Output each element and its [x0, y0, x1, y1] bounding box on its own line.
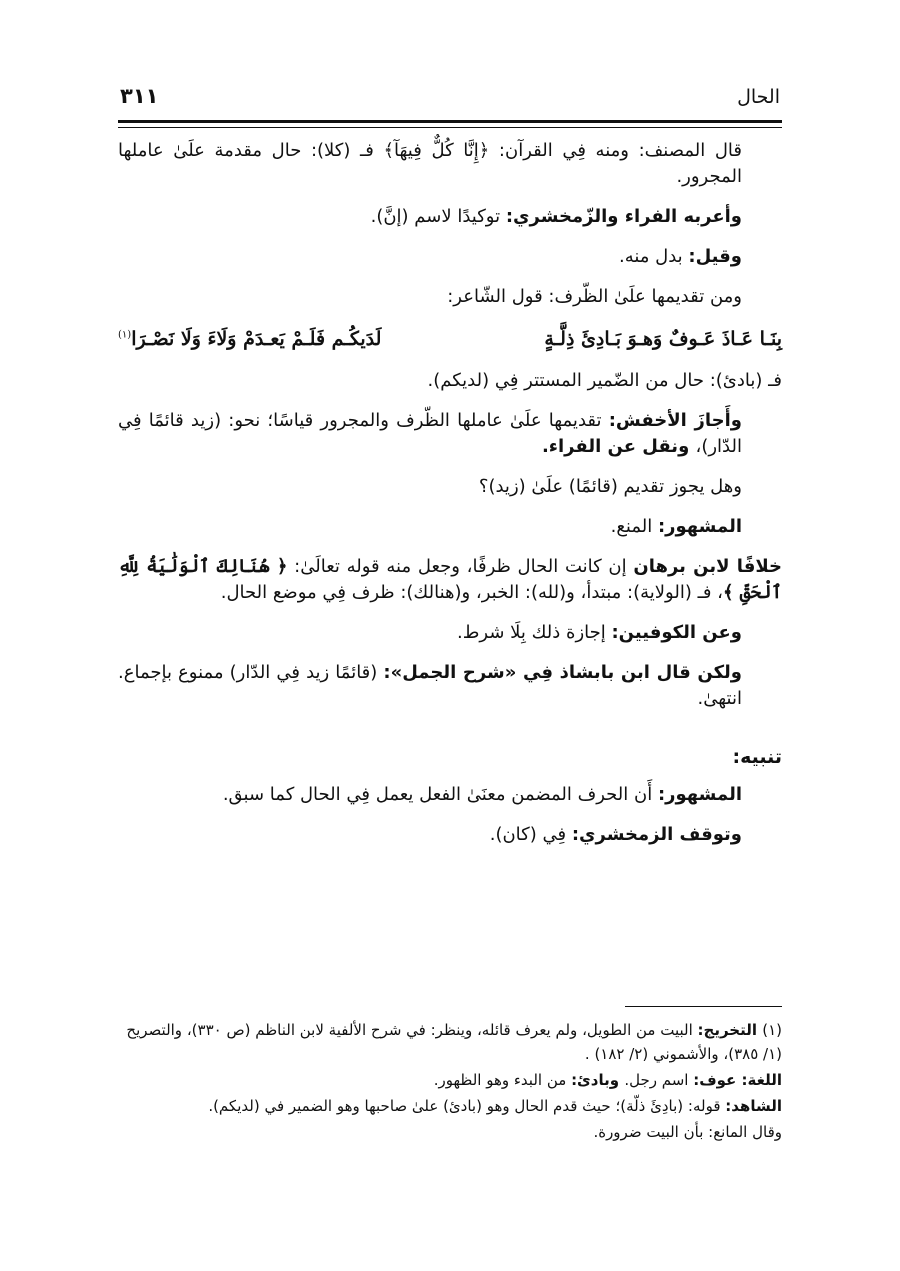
paragraph-4: ومن تقديمها علَىٰ الظّرف: قول الشّاعر: [447, 286, 742, 307]
paragraph-5: فـ (بادئ): حال من الضّمير المستتر فِي (لديكم). [427, 370, 782, 391]
footnote-necessity: وقال المانع: بأن البيت ضرورة. [593, 1123, 782, 1141]
paragraph-8-rest: المنع. [610, 516, 658, 537]
footnote-separator [625, 1006, 782, 1007]
verse-second-hemistich [118, 328, 381, 350]
paragraph-12-rest: أَن الحرف المضمن معنَىٰ الفعل يعمل فِي الحال كما سبق. [222, 784, 658, 805]
paragraph-12 [118, 782, 782, 808]
paragraph-8-lead: المشهور: [657, 516, 742, 537]
footnote-evidence-lead: الشاهد: [725, 1097, 782, 1115]
paragraph-9-lead: خلافًا لابن برهان [633, 556, 782, 577]
main-text [118, 138, 782, 862]
footnotes [118, 1018, 782, 1146]
paragraph-10-lead: وعن الكوفيين: [611, 622, 742, 643]
paragraph-10-rest: إجازة ذلك بِلَا شرط. [457, 622, 612, 643]
paragraph-6-rest: تقديمها علَىٰ عاملها الظّرف والمجرور قياسًا؛ نحو: (زيد قائمًا فِي الدّار)، [118, 410, 742, 457]
quran-verse: ﴿ هُنَالِكَ ٱلْوَلَٰيَةُ لِلَّهِ ٱلْحَقِّ ﴾ [118, 556, 782, 603]
poetry-verse [118, 324, 782, 350]
paragraph-10 [118, 620, 782, 646]
paragraph-11-lead: ولكن قال ابن بابشاذ فِي «شرح الجمل»: [383, 662, 742, 683]
footnote-language-rest: من البدء وهو الظهور. [433, 1071, 572, 1089]
paragraph-9-rest: ، فـ (الولاية): مبتدأ، و(لله): الخبر، و(هنالك): ظرف فِي موضع الحال. [220, 582, 723, 603]
footnote-language-lead2: وبادئ: [571, 1071, 625, 1089]
paragraph-13 [118, 822, 782, 848]
footnote-evidence-rest: قوله: (بادِئَ ذلّة)؛ حيث قدم الحال وهو (بادئ) علىٰ صاحبها وهو الضمير في (لديكم). [208, 1097, 726, 1115]
paragraph-1: قال المصنف: ومنه فِي القرآن: ﴿إِنَّا كُلٌّ فِيهَآ﴾ فـ (كلا): حال مقدمة علَىٰ عاملها المجرور. [118, 140, 742, 187]
paragraph-9-mid: إن كانت الحال ظرفًا، وجعل منه قوله تعالَىٰ: [287, 556, 634, 577]
verse-second-hemistich-text: لَدَيكُـم فَلَـمْ يَعـدَمْ وَلَاءَ وَلَا نَصْـرَا [131, 328, 382, 350]
footnote-1-rest: البيت من الطويل، ولم يعرف قائله، وينظر: في شرح الألفية لابن الناظم (ص ٣٣٠)، والتصريح (١/ ٣٨٥)، والأشموني (٢/ ١٨٢) . [126, 1021, 782, 1063]
paragraph-8 [118, 514, 782, 540]
paragraph-6 [118, 408, 782, 460]
verse-first-hemistich: بِنَـا عَـاذَ عَـوفٌ وَهـوَ بَـادِئَ ذِلَّـةٍ [544, 328, 782, 350]
paragraph-3-lead: وقيل: [688, 246, 742, 267]
paragraph-3-rest: بدل منه. [618, 246, 689, 267]
paragraph-7: وهل يجوز تقديم (قائمًا) علَىٰ (زيد)؟ [478, 476, 742, 497]
note-heading: تنبيه: [732, 746, 782, 768]
paragraph-11 [118, 660, 782, 712]
footnote-1-lead: التخريج: [697, 1021, 763, 1039]
footnote-language-lead: اللغة: عوف: [693, 1071, 782, 1089]
footnote-evidence [118, 1094, 782, 1118]
paragraph-2 [118, 204, 782, 230]
header-rule-thick [118, 120, 782, 123]
paragraph-6-tail: ونقل عن الفراء. [541, 436, 696, 457]
paragraph-2-rest: توكيدًا لاسم (إنَّ). [370, 206, 506, 227]
paragraph-13-rest: فِي (كان). [489, 824, 572, 845]
paragraph-13-lead: وتوقف الزمخشري: [571, 824, 742, 845]
paragraph-3 [118, 244, 782, 270]
footnote-language [118, 1068, 782, 1092]
footnote-1 [118, 1018, 782, 1066]
paragraph-6-lead: وأَجازَ الأخفش: [608, 410, 742, 431]
paragraph-2-lead: وأعربه الفراء والزّمخشري: [505, 206, 742, 227]
page-header [118, 80, 782, 116]
chapter-title: الحال [737, 86, 780, 108]
paragraph-11-rest: (قائمًا زيد فِي الدّار) ممنوع بإجماع. انتهىٰ. [118, 662, 742, 709]
page-number: ٣١١ [120, 84, 159, 108]
footnote-marker: (١) [118, 329, 132, 341]
header-rule-thin [118, 127, 782, 128]
footnote-1-number: (١) [762, 1021, 782, 1039]
paragraph-12-lead: المشهور: [657, 784, 742, 805]
footnote-language-mid: اسم رجل. [624, 1071, 694, 1089]
paragraph-9 [118, 554, 782, 606]
